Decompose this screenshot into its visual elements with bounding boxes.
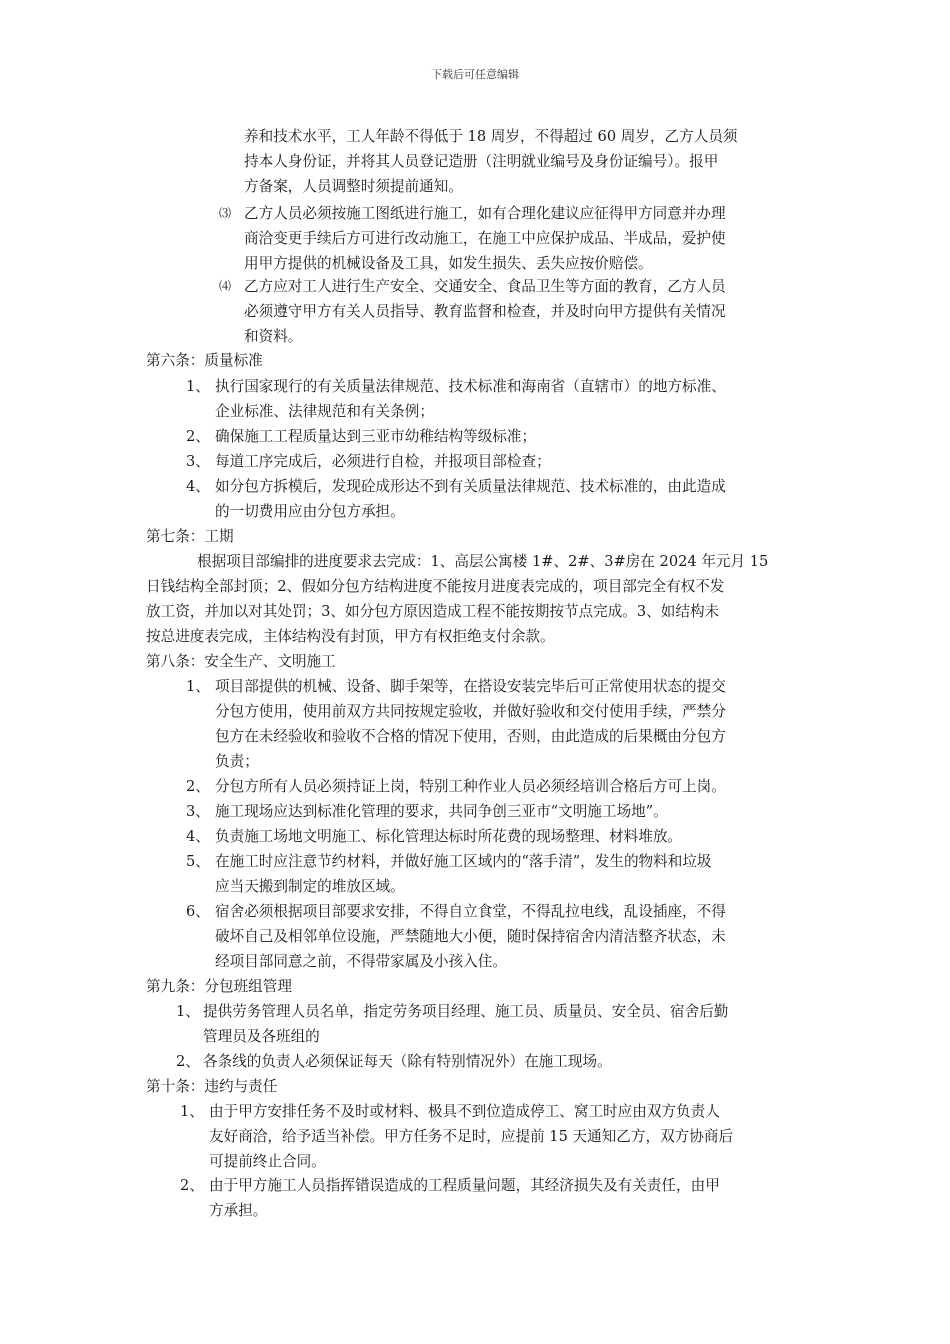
text-line: 各条线的负责人必须保证每天（除有特别情况外）在施工现场。 — [203, 1053, 612, 1070]
intro-paragraph — [244, 124, 738, 199]
text-line: 包方在未经验收和验收不合格的情况下使用，否则，由此造成的后果概由分包方 — [215, 728, 726, 745]
article-7-title: 第七条：工期 — [146, 528, 234, 545]
text-line: 乙方人员必须按施工图纸进行施工，如有合理化建议应征得甲方同意并办理 — [244, 205, 726, 222]
text-line: 管理员及各班组的 — [203, 1028, 320, 1045]
text-line: 可提前终止合同。 — [209, 1153, 326, 1170]
list-item — [215, 799, 668, 824]
list-number: 2、 — [186, 778, 210, 795]
list-number: 1、 — [186, 678, 210, 695]
text-line: 由于甲方安排任务不及时或材料、极具不到位造成停工、窝工时应由双方负责人 — [209, 1103, 720, 1120]
list-item — [203, 999, 728, 1049]
list-item — [215, 774, 726, 799]
text-line: 和资料。 — [244, 328, 303, 345]
text-line: 确保施工工程质量达到三亚市幼稚结构等级标准； — [215, 428, 537, 445]
text-line: 施工现场应达到标准化管理的要求，共同争创三亚市“文明施工场地”。 — [215, 803, 668, 820]
list-item — [203, 1049, 612, 1074]
list-number: 4、 — [186, 828, 210, 845]
text-line: 日钱结构全部封顶；2、假如分包方结构进度不能按月进度表完成的，项目部完全有权不发 — [146, 578, 725, 595]
text-line: 分包方使用，使用前双方共同按规定验收，并做好验收和交付使用手续，严禁分 — [215, 703, 726, 720]
text-line: 持本人身份证，并将其人员登记造册（注明就业编号及身份证编号）。报甲 — [244, 153, 719, 170]
text-line: 破坏自己及相邻单位设施，严禁随地大小便，随时保持宿舍内清洁整齐状态，未 — [215, 928, 726, 945]
article-9-title: 第九条：分包班组管理 — [146, 978, 292, 995]
sub-item-number: ⑷ — [219, 279, 232, 293]
list-number: 4、 — [186, 478, 210, 495]
list-number: 2、 — [186, 428, 210, 445]
article-7-paragraph — [146, 549, 768, 649]
text-line: 友好商洽，给予适当补偿。甲方任务不足时，应提前 15 天通知乙方，双方协商后 — [209, 1128, 734, 1145]
list-number: 2、 — [176, 1053, 200, 1070]
text-line: 养和技术水平，工人年龄不得低于 18 周岁，不得超过 60 周岁，乙方人员须 — [244, 128, 738, 145]
list-number: 3、 — [186, 453, 210, 470]
article-8-title: 第八条：安全生产、文明施工 — [146, 653, 336, 670]
text-line: 按总进度表完成，主体结构没有封顶，甲方有权拒绝支付余款。 — [146, 628, 555, 645]
text-line: 如分包方拆模后，发现砼成形达不到有关质量法律规范、技术标准的，由此造成 — [215, 478, 726, 495]
text-line: 商洽变更手续后方可进行改动施工，在施工中应保护成品、半成品，爱护使 — [244, 230, 726, 247]
text-line: 项目部提供的机械、设备、脚手架等，在搭设安装完毕后可正常使用状态的提交 — [215, 678, 726, 695]
article-10-title: 第十条：违约与责任 — [146, 1078, 278, 1095]
text-line: 用甲方提供的机械设备及工具，如发生损失、丢失应按价赔偿。 — [244, 255, 653, 272]
list-item — [215, 474, 726, 524]
sub-item-4 — [244, 274, 726, 349]
text-line: 应当天搬到制定的堆放区域。 — [215, 878, 405, 895]
list-item — [215, 824, 682, 849]
list-item — [215, 449, 551, 474]
list-item — [215, 424, 536, 449]
text-line: 宿舍必须根据项目部要求安排，不得自立食堂，不得乱拉电线，乱设插座，不得 — [215, 903, 726, 920]
list-item — [215, 899, 726, 974]
list-number: 1、 — [180, 1103, 204, 1120]
text-line: 方承担。 — [209, 1202, 268, 1219]
list-item — [215, 849, 712, 899]
list-item — [215, 674, 726, 774]
text-line: 每道工序完成后，必须进行自检，并报项目部检查； — [215, 453, 551, 470]
text-line: 负责施工场地文明施工、标化管理达标时所花费的现场整理、材料堆放。 — [215, 828, 683, 845]
text-line: 乙方应对工人进行生产安全、交通安全、食品卫生等方面的教育，乙方人员 — [244, 278, 726, 295]
text-line: 在施工时应注意节约材料，并做好施工区域内的“落手清”，发生的物料和垃圾 — [215, 853, 712, 870]
sub-item-number: ⑶ — [219, 206, 232, 220]
text-line: 执行国家现行的有关质量法律规范、技术标准和海南省（直辖市）的地方标准、 — [215, 378, 726, 395]
list-number: 1、 — [186, 378, 210, 395]
text-line: 放工资，并加以对其处罚；3、如分包方原因造成工程不能按期按节点完成。3、如结构未 — [146, 603, 720, 620]
text-line: 企业标准、法律规范和有关条例； — [215, 403, 434, 420]
text-line: 提供劳务管理人员名单，指定劳务项目经理、施工员、质量员、安全员、宿舍后勤 — [203, 1003, 729, 1020]
list-number: 3、 — [186, 803, 210, 820]
text-line: 的一切费用应由分包方承担。 — [215, 503, 405, 520]
text-line: 经项目部同意之前，不得带家属及小孩入住。 — [215, 953, 507, 970]
page-header: 下载后可任意编辑 — [431, 68, 519, 81]
list-number: 1、 — [176, 1003, 200, 1020]
text-line: 方备案，人员调整时须提前通知。 — [244, 178, 463, 195]
list-item — [215, 374, 726, 424]
sub-item-3 — [244, 201, 726, 276]
text-line: 必须遵守甲方有关人员指导、教育监督和检查，并及时向甲方提供有关情况 — [244, 303, 726, 320]
text-line: 分包方所有人员必须持证上岗，特别工种作业人员必须经培训合格后方可上岗。 — [215, 778, 726, 795]
list-number: 2、 — [180, 1177, 204, 1194]
text-line: 根据项目部编排的进度要求去完成：1、高层公寓楼 1#、2#、3#房在 2024 年元月 15 — [197, 553, 769, 570]
text-line: 由于甲方施工人员指挥错误造成的工程质量问题，其经济损失及有关责任，由甲 — [209, 1177, 720, 1194]
list-number: 5、 — [186, 853, 210, 870]
text-line: 负责； — [215, 753, 259, 770]
list-item — [209, 1099, 733, 1174]
list-number: 6、 — [186, 903, 210, 920]
article-6-title: 第六条：质量标准 — [146, 352, 263, 369]
list-item — [209, 1173, 720, 1223]
